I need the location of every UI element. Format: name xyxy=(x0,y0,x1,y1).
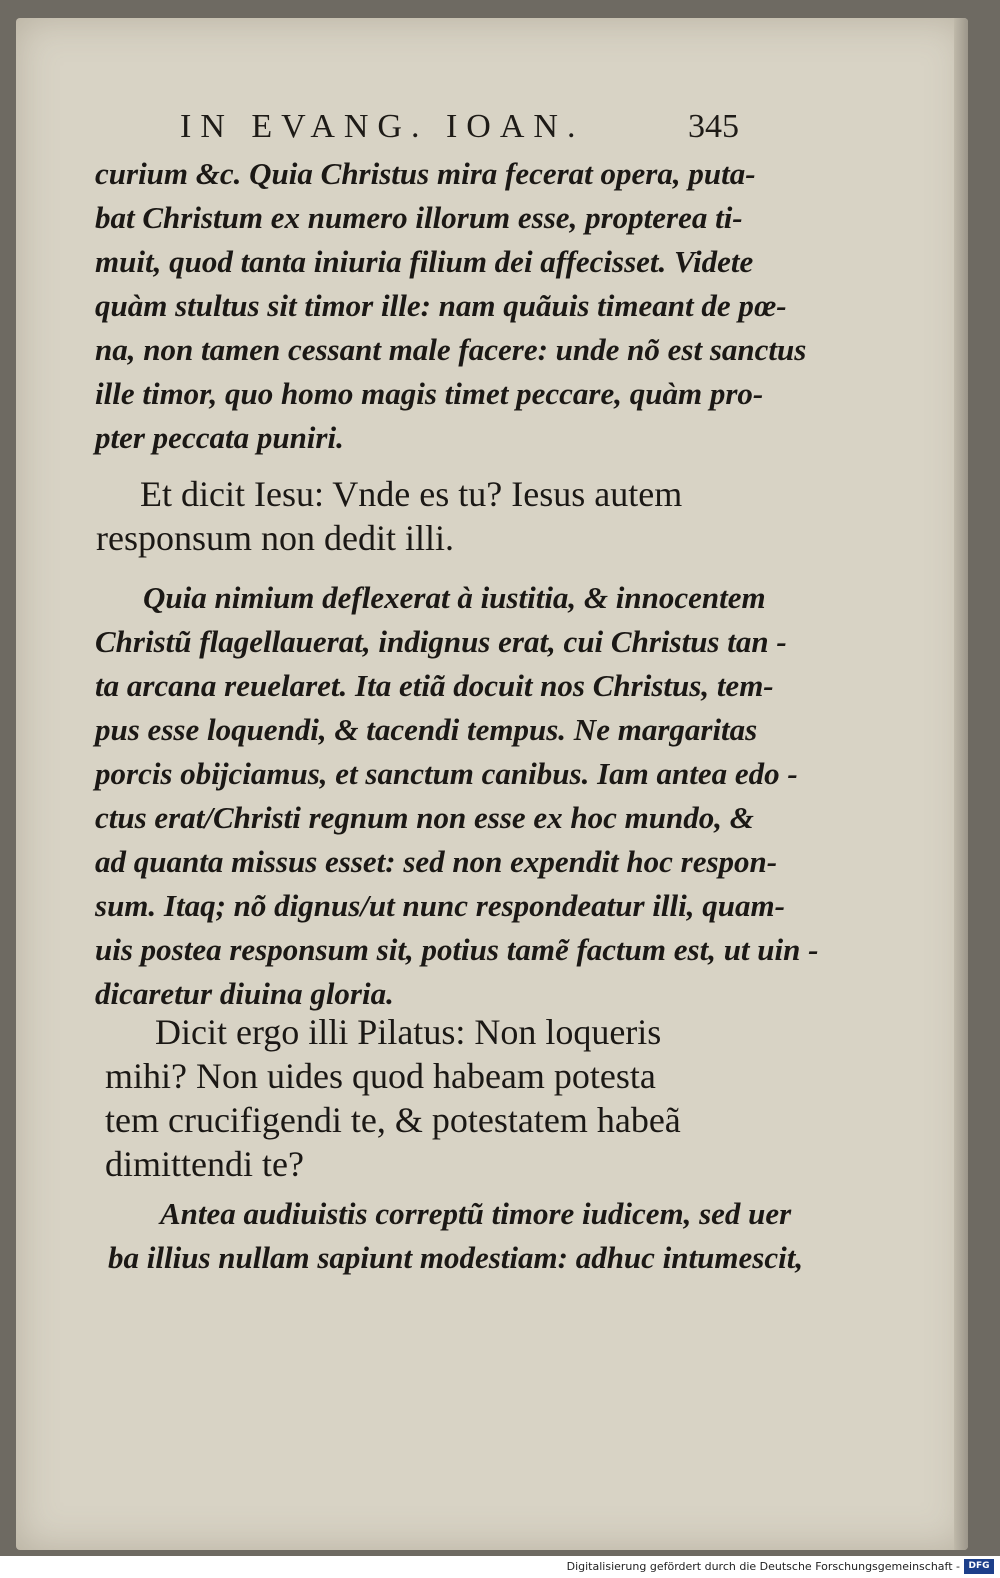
text-line: responsum non dedit illi. xyxy=(96,518,454,558)
text-line: curium &c. Quia Christus mira fecerat opera, puta- xyxy=(95,156,756,191)
text-line: Antea audiuistis correptũ timore iudicem, sed uer xyxy=(160,1196,792,1231)
text-line: ctus erat/Christi regnum non esse ex hoc mundo, & xyxy=(95,800,754,835)
text-line: Christũ flagellauerat, indignus erat, cui Christus tan - xyxy=(95,624,787,659)
page-number: 345 xyxy=(688,108,739,145)
text-line: sum. Itaq; nõ dignus/ut nunc respondeatur illi, quam- xyxy=(95,888,785,923)
text-line: mihi? Non uides quod habeam potesta xyxy=(105,1056,656,1096)
page-edge xyxy=(954,18,968,1550)
running-head-title: IN EVANG. IOAN. xyxy=(180,108,585,145)
text-line: dimittendi te? xyxy=(105,1144,304,1184)
scripture-verse-2 xyxy=(105,1010,855,1186)
text-line: Quia nimium deflexerat à iustitia, & innocentem xyxy=(143,580,766,615)
text-line: ad quanta missus esset: sed non expendit hoc respon- xyxy=(95,844,778,879)
text-line: bat Christum ex numero illorum esse, propterea ti- xyxy=(95,200,743,235)
text-line: quàm stultus sit timor ille: nam quãuis timeant de pœ- xyxy=(95,288,787,323)
text-line: tem crucifigendi te, & potestatem habeã xyxy=(105,1100,681,1140)
footer-credit: Digitalisierung gefördert durch die Deutsche Forschungsgemeinschaft - xyxy=(566,1560,960,1573)
text-line: pter peccata puniri. xyxy=(95,420,344,455)
commentary-paragraph-1 xyxy=(95,152,807,460)
digitization-footer xyxy=(0,1556,1000,1578)
text-line: Dicit ergo illi Pilatus: Non loqueris xyxy=(155,1012,662,1052)
text-line: ille timor, quo homo magis timet peccare, quàm pro- xyxy=(95,376,764,411)
text-line: ta arcana reuelaret. Ita etiã docuit nos Christus, tem- xyxy=(95,668,774,703)
text-line: Et dicit Iesu: Vnde es tu? Iesus autem xyxy=(140,474,683,514)
commentary-paragraph-2 xyxy=(95,576,819,1016)
text-line: ba illius nullam sapiunt modestiam: adhuc intumescit, xyxy=(108,1240,804,1275)
text-line: na, non tamen cessant male facere: unde nõ est sanctus xyxy=(95,332,807,367)
dfg-logo: DFG xyxy=(964,1559,994,1574)
commentary-paragraph-3 xyxy=(108,1192,804,1280)
text-line: porcis obijciamus, et sanctum canibus. Iam antea edo - xyxy=(95,756,798,791)
text-line: muit, quod tanta iniuria filium dei affecisset. Videte xyxy=(95,244,754,279)
scripture-verse-1 xyxy=(96,472,840,560)
text-line: uis postea responsum sit, potius tamẽ factum est, ut uin - xyxy=(95,932,819,967)
text-line: pus esse loquendi, & tacendi tempus. Ne margaritas xyxy=(95,712,758,747)
text-line: dicaretur diuina gloria. xyxy=(95,976,394,1011)
